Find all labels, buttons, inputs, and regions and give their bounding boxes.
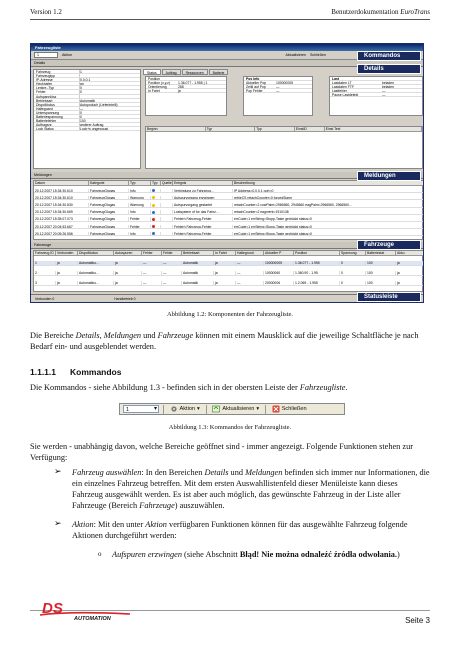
fz-cell: 1: [34, 261, 56, 266]
meld-col-header: Beschreibung: [233, 181, 424, 186]
bullet-arrow-1: ➢: [54, 466, 62, 476]
details-bar[interactable]: Details: [31, 60, 423, 67]
error-icon: [152, 218, 155, 221]
meld-cell: [151, 225, 161, 230]
meld-cell: 20.12.2007 15:34:30.669: [34, 210, 89, 215]
header-doc-title: Benutzerdokumentation EuroTrans: [331, 8, 430, 16]
meld-col-header: Typ: [129, 181, 151, 186]
position-key: Orientierung: [148, 85, 167, 90]
fz-cell: 100000005: [264, 261, 294, 266]
detail-key: IP-Adresse: [36, 78, 80, 81]
meld-cell: FahrzeugGlogas: [89, 217, 129, 222]
detail-value: 0.0.0.1: [80, 78, 91, 83]
fz-col-header: Betriebsart: [182, 251, 214, 256]
meld-cell: [151, 203, 161, 208]
fz-col-header: DispoModus: [78, 251, 114, 256]
header-version: Version 1.2: [30, 8, 62, 16]
begin-col-header: Typ: [206, 127, 256, 132]
detail-key: Unterspannung: [36, 111, 80, 114]
aktion-button[interactable]: Aktion ▾: [168, 405, 202, 414]
fz-col-header: Fahrzeug ID: [34, 251, 56, 256]
fz-cell: 2: [34, 271, 56, 276]
aktion-menu[interactable]: Aktion: [62, 53, 72, 57]
detail-value: an: [80, 82, 84, 87]
detail-value: anderer Auftrag: [80, 123, 104, 128]
fz-cell: 1.2.069 - 1.955: [294, 281, 340, 286]
figure-caption-2: Abbildung 1.3: Kommandos der Fahrzeugliste.: [168, 424, 292, 431]
schliessen-button[interactable]: [270, 405, 309, 414]
fz-col-header: Fehler: [142, 251, 162, 256]
fz-cell: Automatik: [182, 261, 214, 266]
fz-cell: ja: [396, 261, 424, 266]
detail-value: 0: [80, 90, 82, 95]
close-icon: [272, 405, 280, 413]
fz-cell: 100: [366, 271, 396, 276]
figure-caption-1: Abbildung 1.2: Komponenten der Fahrzeugliste.: [166, 311, 293, 318]
fz-cell: —: [236, 281, 264, 286]
detail-key: Fahrzeugtyp: [36, 74, 80, 77]
last-key: Lastdaten LT: [332, 81, 352, 86]
position-value: 268: [178, 85, 184, 90]
meld-cell: [161, 217, 173, 222]
window-title: Fahrzeugliste: [31, 44, 423, 51]
begin-col-header: Typ: [255, 127, 295, 132]
meld-cell: Warnung: [129, 196, 151, 201]
fz-col-header: Verbunden: [56, 251, 78, 256]
bullet-arrow-2: ➢: [54, 518, 62, 528]
meld-cell: retachCounter=2 eagment=1910138: [233, 210, 424, 215]
meld-cell: Warnung: [129, 203, 151, 208]
meld-cell: Info: [129, 189, 151, 194]
status-left: Verbunden 0: [35, 297, 55, 301]
schliessen-button[interactable]: Schließen: [310, 53, 326, 57]
meld-cell: [161, 189, 173, 194]
last-panel: [329, 76, 423, 116]
meld-cell: [161, 203, 173, 208]
detail-value: Lock+s ungewoust: [80, 127, 109, 132]
meld-cell: Fehlerh Fahrzeug-Fehler: [173, 225, 233, 230]
detail-value: 0: [80, 115, 82, 120]
detail-key: Batteriespannung: [36, 115, 80, 118]
meld-cell: Info: [129, 210, 151, 215]
fz-cell: Automatiko...: [78, 281, 114, 286]
bullet-aktion: Aktion: Mit den unter Aktion verfügbaren Funktionen können für das ausgewählte Fahrzeug folgende Aktionen durchgeführt werden:: [72, 520, 408, 540]
fz-cell: —: [162, 281, 182, 286]
meld-cell: 20.12.2007 15:34:30.830: [34, 203, 89, 208]
bullet-fahrzeug-auswaehlen: Fahrzeug auswählen: In den Bereichen Details und Meldungen befinden sich immer nur Informationen, die ein einzelnes Fahrzeug betreffen. Mit dem ersten Auswahllistenfeld dieser Menüleiste kann dieses Fahrzeug ausgewählt werden. Es ist aber auch möglich, das gewünschte Fahrzeug in der Liste aller Fahrzeuge (Bereich Fahrzeuge) auszuwählen.: [72, 468, 430, 510]
status-right: Handbetrieb 0: [114, 297, 136, 301]
pos-info-value: 100000005: [276, 81, 293, 86]
position-panel: [145, 76, 227, 116]
pos-info-panel: [243, 76, 313, 116]
meld-cell: [161, 210, 173, 215]
meld-cell: [151, 189, 161, 194]
detail-key: Aufspannlösz: [36, 95, 80, 98]
meld-cell: [151, 196, 161, 201]
fahrzeugliste-screenshot: [30, 43, 424, 303]
meld-cell: IP Address=0.0.0.1 port=0: [233, 189, 424, 194]
paragraph-kommandos: Die Kommandos - siehe Abbildung 1.3 - befinden sich in der obersten Leiste der Fahrzeugliste.: [30, 383, 348, 392]
page-number: Seite 3: [405, 616, 430, 625]
fz-cell: 1.360.90 - 1.95: [294, 271, 340, 276]
begin-col-header: EinstID: [295, 127, 325, 132]
warning-icon: [152, 196, 155, 199]
position-row: [146, 89, 226, 93]
info-icon: [152, 211, 155, 214]
fz-cell: 100: [366, 281, 396, 286]
fz-cell: —: [162, 271, 182, 276]
meld-cell: errCode=1 errString=Stopp-Taste gedrückt status=0: [233, 232, 424, 237]
detail-value: 0: [80, 86, 82, 91]
fahrzeuge-table: [33, 250, 423, 292]
meld-cell: Fehler: [129, 225, 151, 230]
meld-cell: retrieCS retachCounter=0 forcedSlarm: [233, 196, 424, 201]
last-key: Lastfehler: [332, 89, 347, 94]
fz-col-header: Haltegrund: [236, 251, 264, 256]
detail-key: Batteriefehler: [36, 119, 80, 122]
fz-col-header: Autospuren: [114, 251, 142, 256]
meld-cell: [151, 217, 161, 222]
detail-value: Autopoduch (Lieferintelli): [80, 102, 118, 107]
meld-cell: FahrzeugGlogas: [89, 189, 129, 194]
fz-cell: ja: [214, 281, 236, 286]
meld-cell: Autspurvorgang gestartet: [173, 203, 233, 208]
fz-cell: ja: [114, 281, 142, 286]
detail-value: 100: [80, 119, 86, 124]
schliessen-label: Schließen: [281, 406, 307, 412]
meld-cell: [161, 196, 173, 201]
meld-col-header: Kategorie: [89, 181, 129, 186]
meld-cell: 20.12.2007 20:04:53.667: [34, 225, 89, 230]
pos-info-value: —: [276, 89, 280, 94]
detail-list: [33, 69, 141, 169]
tab-status[interactable]: Status: [143, 69, 161, 75]
fz-cell: —: [142, 281, 162, 286]
fz-cell: 0: [340, 271, 366, 276]
fz-cell: ja: [56, 271, 78, 276]
meld-cell: Info: [129, 232, 151, 237]
detail-key: Halteguard: [36, 107, 80, 110]
last-value: —: [382, 93, 386, 98]
fz-cell: 100: [366, 261, 396, 266]
fz-cell: Automatik: [182, 271, 214, 276]
position-value: 1.36.077 - 1.955 | 1: [178, 81, 208, 86]
detail-tabs: [143, 69, 228, 75]
meld-cell: Autspurvorgang erzwingen: [173, 196, 233, 201]
error-icon: [152, 225, 155, 228]
last-key: Lastdaten FTF: [332, 85, 355, 90]
detail-key: DispoModus: [36, 103, 80, 106]
fz-cell: ja: [114, 271, 142, 276]
paragraph-functions: Sie werden - unabhängig davon, welche Bereiche geöffnet sind - immer angezeigt. Folgende Funktionen stehen zur Verfügung:: [30, 442, 413, 462]
fz-cell: Automatiko...: [78, 271, 114, 276]
pos-info-row: [244, 89, 312, 93]
tab-auftrag[interactable]: Auftrag: [162, 69, 181, 75]
meldungen-bar[interactable]: Meldungen: [31, 172, 423, 179]
fz-cell: 0: [340, 261, 366, 266]
last-value: beladen: [382, 85, 395, 90]
aktualisieren-label: Aktualisieren: [222, 406, 255, 412]
label-fahrzeuge: Fahrzeuge: [357, 240, 421, 250]
kommandos-toolbar: [119, 403, 345, 415]
vehicle-select[interactable]: 1: [34, 52, 58, 58]
meld-cell: FahrzeugGlogas: [89, 210, 129, 215]
pos-info-key: Pos Info: [246, 77, 260, 81]
meld-cell: retachCounter=2 cowPalm=2966560, 2945660 eagPalm=2966560, 2966560...: [233, 203, 424, 208]
meldungen-table: [33, 180, 423, 240]
last-key: Last: [332, 77, 339, 81]
position-key: Position (x,y,z): [148, 81, 170, 86]
fz-cell: 3: [34, 281, 56, 286]
detail-row: [34, 127, 140, 131]
fz-cell: 1.36.077 - 1.955: [294, 261, 340, 266]
section-heading: 1.1.1.1 Kommandos: [30, 367, 122, 377]
fz-cell: —: [142, 261, 162, 266]
fahrzeuge-bar[interactable]: Fahrzeuge: [31, 242, 423, 249]
tab-batterie[interactable]: Batterie: [209, 69, 229, 75]
fz-cell: 20000006: [264, 281, 294, 286]
aktualisieren-button[interactable]: Aktualisieren ▾: [210, 405, 261, 414]
fz-cell: —: [142, 271, 162, 276]
fahrzeug-select[interactable]: 1 ▾: [123, 405, 159, 413]
position-key: Position: [148, 77, 161, 81]
fz-col-header: Akku: [396, 251, 424, 256]
last-row: [330, 93, 422, 97]
info-icon: [152, 232, 155, 235]
sub-bullet-marker: o: [98, 550, 102, 558]
fz-cell: ja: [114, 261, 142, 266]
fz-cell: —: [236, 261, 264, 266]
meld-cell: Verbindung zu Fahrzeug...: [173, 189, 233, 194]
position-value: ja: [178, 89, 181, 94]
fz-cell: ja: [396, 281, 424, 286]
meld-cell: FahrzeugGlogas: [89, 232, 129, 237]
ds-automation-logo: [40, 598, 132, 622]
detail-value: 1: [80, 70, 82, 74]
meld-cell: Fehlerh Fahrzeug-Fehler: [173, 217, 233, 222]
detail-key: Auftragsnr.: [36, 123, 80, 126]
fz-cell: ja: [214, 271, 236, 276]
fz-cell: —: [236, 271, 264, 276]
pos-info-value: —: [276, 85, 280, 90]
label-meldungen: Meldungen: [357, 171, 421, 181]
meld-cell: Lostsystem of for das Fahrz...: [173, 210, 233, 215]
pos-info-key: Pop Fehler: [246, 89, 263, 94]
pos-info-key: Zeitli auf Pop: [246, 85, 266, 90]
tab-ressourcen[interactable]: Ressourcen: [182, 69, 208, 75]
gear-icon: [170, 405, 178, 413]
aktualisieren-button[interactable]: Aktualisieren: [285, 53, 307, 57]
fz-cell: Automatiko...: [78, 261, 114, 266]
detail-key: Heckhafen: [36, 82, 80, 85]
fz-cell: ja: [396, 271, 424, 276]
detail-key: Lock Status: [36, 127, 80, 130]
label-details: Details: [357, 64, 421, 74]
meld-cell: Fehlerh Fahrzeug-Fehler: [173, 232, 233, 237]
meld-cell: [161, 225, 173, 230]
begin-col-header: Einst Text: [325, 127, 422, 132]
meld-cell: Fehler: [129, 217, 151, 222]
detail-value: —: [80, 106, 84, 111]
sub-bullet-aufspuren: Aufspuren erzwingen (siehe Abschnitt Błąd! Nie można odnaleźć źródła odwołania.): [112, 550, 400, 559]
fz-cell: Automatik: [182, 281, 214, 286]
last-value: —: [382, 89, 386, 94]
fz-col-header: Position: [294, 251, 340, 256]
meld-cell: 20.12.2007 15:34:30.610: [34, 189, 89, 194]
last-value: beladen: [382, 81, 395, 86]
begin-table: [145, 126, 423, 169]
refresh-icon: [212, 405, 220, 413]
fz-cell: ja: [214, 261, 236, 266]
meld-cell: 20.12.2007 15:35:07.073: [34, 217, 89, 222]
meld-cell: [151, 232, 161, 237]
fz-cell: 10000060: [264, 271, 294, 276]
aktion-label: Aktion: [179, 406, 196, 412]
meld-col-header: Ereignis: [173, 181, 233, 186]
label-statusleiste: Statusleiste: [357, 292, 421, 302]
paragraph-bereiche: Die Bereiche Details, Meldungen und Fahrzeuge können mit einem Mausklick auf die jeweilige Schaltfläche je nach Bedarf ein- und ausgeblendet werden.: [30, 331, 419, 351]
meld-cell: [151, 210, 161, 215]
meld-cell: FahrzeugGlogas: [89, 196, 129, 201]
detail-value: Automatik: [80, 98, 96, 103]
meld-col-header: Datum: [34, 181, 89, 186]
page-header: [30, 8, 430, 20]
fz-col-header: Batteriestat: [366, 251, 396, 256]
warning-icon: [152, 204, 155, 207]
fz-cell: ja: [56, 261, 78, 266]
fz-cell: ja: [56, 281, 78, 286]
meld-cell: FahrzeugGlogas: [89, 225, 129, 230]
begin-col-header: Beginn: [146, 127, 206, 132]
detail-key: Fehler: [36, 90, 80, 93]
last-key: Pause Lastdetekt: [332, 93, 359, 98]
detail-key: Fahrzeug: [36, 70, 80, 73]
detail-value: 0: [80, 110, 82, 115]
fz-col-header: Fehler: [162, 251, 182, 256]
meld-cell: 20.12.2007 15:34:30.610: [34, 196, 89, 201]
detail-key: Lenkre.-Typ: [36, 86, 80, 89]
meld-cell: errCode=1 errString=Stopp-Taste gedrückt status=0: [233, 217, 424, 222]
svg-text:DS: DS: [42, 600, 63, 617]
meld-col-header: Typ: [151, 181, 161, 186]
pos-info-key: Aktueller Pop: [246, 81, 267, 86]
meld-cell: FahrzeugGlogas: [89, 203, 129, 208]
label-kommandos: Kommandos: [357, 51, 421, 61]
fz-cell: 0: [340, 281, 366, 286]
meld-col-header: Quelle: [162, 181, 172, 185]
fz-col-header: In Fahrt: [214, 251, 236, 256]
fz-col-header: Spannung: [340, 251, 366, 256]
meld-cell: 20.12.2007 20:05:26.556: [34, 232, 89, 237]
detail-key: Betriebsart: [36, 99, 80, 102]
fz-cell: —: [162, 261, 182, 266]
meld-cell: [161, 232, 173, 237]
fz-col-header: Aktueller P: [264, 251, 294, 256]
svg-text:AUTOMATION: AUTOMATION: [74, 616, 111, 622]
meld-cell: errCode=1 errString=Stopp-Taste gedrückt status=0: [233, 225, 424, 230]
position-key: In Fahrt: [148, 89, 160, 94]
info-icon: [152, 189, 155, 192]
